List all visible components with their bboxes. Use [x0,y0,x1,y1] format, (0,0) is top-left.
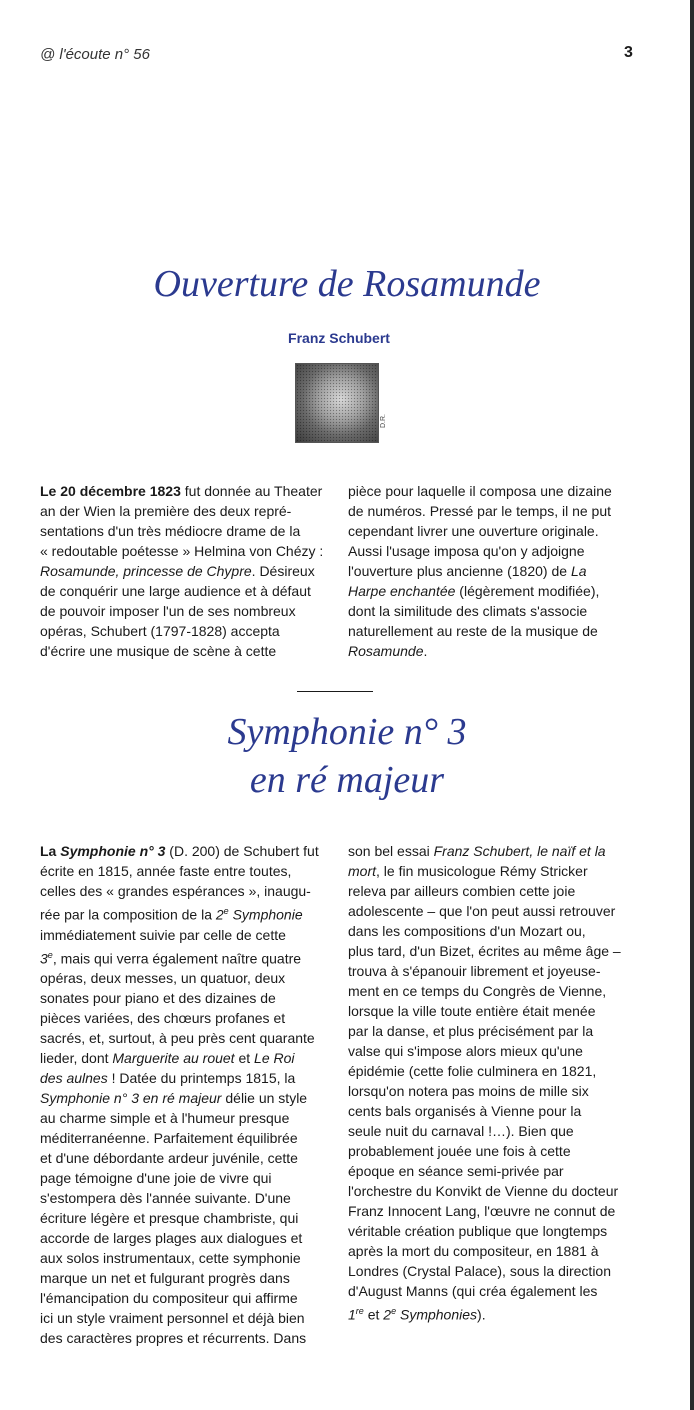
text-run: pièce pour laquelle il composa une dizaine [348,483,612,499]
text-run: l'ouverture plus ancienne (1820) de [348,563,571,579]
symphonie-text-column-2 [348,841,638,1325]
text-line [348,1101,638,1121]
text-run: Symphonie [228,906,303,923]
text-run: aux solos instrumentaux, cette symphonie [40,1250,301,1267]
photo-credit: D.R. [380,414,387,428]
text-run: . [423,643,428,659]
text-run: de conquérir une large audience et à défaut [40,583,311,599]
text-line [348,901,638,921]
text-run: ment en ce temps du Congrès de Vienne, [348,983,607,999]
text-run: adolescente – que l'on peut aussi retrouver [348,903,616,919]
page-edge [690,0,694,1410]
text-line [348,1061,638,1081]
text-run: . Désireux [251,563,315,579]
text-run: Le 20 décembre 1823 [40,483,181,499]
text-line [348,1301,638,1325]
text-line [40,541,330,561]
text-run: 2 [215,906,224,923]
section-title-rosamunde: Ouverture de Rosamunde [153,263,541,305]
text-run: l'émancipation du compositeur qui affirme [40,1290,298,1307]
text-run: sentations d'un très médiocre drame de la [40,523,301,539]
text-run: fut donnée au Theater [180,483,323,499]
text-line [40,1108,330,1128]
text-run: 1 [348,1306,356,1323]
text-line [40,1028,330,1048]
text-run: an der Wien la première des deux repré- [40,503,292,519]
text-line [348,541,638,561]
text-line [40,561,330,581]
text-run: Le Roi [254,1050,295,1067]
text-line [40,481,330,501]
text-run: celles des « grandes espérances », inaugu- [40,883,311,899]
text-run: l'orchestre du Konvikt de Vienne du docteur [348,1183,619,1199]
text-run: ! Datée du printemps 1815, la [107,1070,296,1087]
text-run: d'écrire une musique de scène à cette [40,643,277,659]
text-run: e [223,906,229,916]
text-run: , le fin musicologue Rémy Stricker [376,863,588,879]
text-run: dont la similitude des climats s'associe [348,603,588,619]
text-line [40,968,330,988]
section-title-symphonie [0,708,694,804]
text-line [40,881,330,901]
text-line [348,1181,638,1201]
text-run: lorsque la ville toute entière était menée [348,1003,596,1019]
text-run: et d'une débordante ardeur juvénile, cette [40,1150,298,1167]
text-run: Marguerite au rouet [112,1050,235,1067]
text-run: (D. 200) de Schubert fut [165,843,319,859]
text-line [348,941,638,961]
text-run: « redoutable poétesse » Helmina von Chézy : [40,543,324,559]
text-line [40,1208,330,1228]
text-line [40,601,330,621]
text-run: (légèrement modifiée), [455,583,600,599]
section-divider [297,691,373,692]
text-line [348,501,638,521]
text-run: au charme simple et à l'humeur presque [40,1110,290,1127]
text-run: pièces variées, des chœurs profanes et [40,1010,286,1027]
text-line [348,1201,638,1221]
text-run: des aulnes [40,1070,108,1087]
text-line [348,981,638,1001]
text-line [40,1168,330,1188]
text-run: Aussi l'usage imposa qu'on y adjoigne [348,543,585,559]
text-run: e [391,1306,397,1316]
text-run: Symphonie n° 3 [60,843,166,859]
text-line [40,1288,330,1308]
symphonie-title-line-2: en ré majeur [249,759,445,801]
text-run: par la danse, et plus précisément par la [348,1023,594,1039]
text-line [348,601,638,621]
text-line [40,1048,330,1068]
text-run: méditerranéenne. Parfaitement équilibrée [40,1130,298,1147]
text-run: naturellement au reste de la musique de [348,623,598,639]
text-line [40,581,330,601]
composer-portrait [295,363,379,443]
text-line [348,1161,638,1181]
text-run: valse qui s'impose alors mieux qu'une [348,1043,583,1059]
text-line [40,925,330,945]
rosamunde-text-column-1 [40,481,330,661]
text-run: des caractères propres et récurrents. Dans [40,1330,307,1347]
text-line [348,841,638,861]
text-run: releva par ailleurs combien cette joie [348,883,576,899]
text-run: épidémie (cette folie culminera en 1821, [348,1063,597,1079]
text-line [348,1001,638,1021]
text-line [348,521,638,541]
text-run: cependant livrer une ouverture originale. [348,523,599,539]
text-run: Franz Schubert, le naïf et la [433,843,606,859]
text-run: écriture légère et presque chambriste, qui [40,1210,299,1227]
text-run: époque en séance semi-privée par [348,1163,564,1179]
issue-header: @ l'écoute n° 56 [40,46,150,63]
rosamunde-text-column-2 [348,481,638,661]
text-run: véritable création publique que longtemps [348,1223,608,1239]
text-line [40,945,330,969]
text-line [348,1141,638,1161]
text-line [40,1328,330,1348]
text-run: de pouvoir imposer l'un de ses nombreux [40,603,296,619]
text-run: Londres (Crystal Palace), sous la direction [348,1263,612,1279]
text-run: Franz Innocent Lang, l'œuvre ne connut de [348,1203,616,1219]
text-run: opéras, deux messes, un quatuor, deux [40,970,286,987]
text-run: opéras, Schubert (1797-1828) accepta [40,623,280,639]
text-line [40,1128,330,1148]
text-line [40,641,330,661]
text-run: La [40,843,61,859]
text-run: et [234,1050,255,1067]
text-line [40,841,330,861]
text-run: sonates pour piano et des dizaines de [40,990,276,1007]
text-line [40,901,330,925]
text-run: re [355,1306,364,1316]
text-run: accorde de larges plages aux dialogues et [40,1230,303,1247]
text-run: cents bals organisés à Vienne pour la [348,1103,582,1119]
text-line [40,1068,330,1088]
text-line [348,1241,638,1261]
text-line [348,581,638,601]
text-line [40,1228,330,1248]
text-line [348,1081,638,1101]
text-run: seule nuit du carnaval !…). Bien que [348,1123,574,1139]
text-line [40,1248,330,1268]
text-line [348,621,638,641]
text-line [348,561,638,581]
text-run: dans les compositions d'un Mozart ou, [348,923,586,939]
text-run: rée par la composition de la [40,906,216,923]
text-line [348,861,638,881]
text-run: délie un style [221,1090,308,1107]
text-run: sacrés, et, surtout, à peu près cent quarante [40,1030,315,1047]
text-run: plus tard, d'un Bizet, écrites au même âge – [348,943,621,959]
text-line [40,861,330,881]
text-run: 3 [40,950,48,967]
text-line [40,1008,330,1028]
text-line [40,988,330,1008]
symphonie-title-line-1: Symphonie n° 3 [227,711,467,753]
text-line [348,1041,638,1061]
text-line [40,1268,330,1288]
text-line [40,521,330,541]
text-run: Rosamunde, princesse de Chypre [40,563,252,579]
symphonie-text-column-1 [40,841,330,1348]
text-run: ici un style vraiment personnel et déjà bien [40,1310,305,1327]
page-number: 3 [624,44,633,61]
text-run: immédiatement suivie par celle de cette [40,926,286,943]
text-line [40,1148,330,1168]
text-run: et [363,1306,384,1323]
text-run: trouva à s'épanouir librement et joyeuse- [348,963,601,979]
text-line [348,881,638,901]
text-run: Symphonie n° 3 en ré majeur [40,1090,222,1107]
text-run: Symphonies [396,1306,478,1323]
text-run: s'estompera dès l'année suivante. D'une [40,1190,291,1207]
text-line [40,501,330,521]
text-run: après la mort du compositeur, en 1881 à [348,1243,599,1259]
text-line [348,481,638,501]
text-run: La [570,563,587,579]
text-line [348,921,638,941]
text-run: lorsqu'on notera pas moins de mille six [348,1083,589,1099]
text-line [348,1121,638,1141]
text-line [40,1188,330,1208]
text-run: d'August Manns (qui créa également les [348,1283,598,1299]
text-run: marque un net et fulgurant progrès dans [40,1270,290,1287]
text-run: son bel essai [348,843,434,859]
text-line [40,1308,330,1328]
text-line [40,621,330,641]
text-run: Harpe enchantée [348,583,456,599]
text-run: 2 [383,1306,392,1323]
text-run: Rosamunde [348,643,424,659]
text-run: page témoigne d'une joie de vivre qui [40,1170,272,1187]
text-line [348,961,638,981]
text-run: ). [477,1306,486,1323]
text-run: mort [348,863,376,879]
text-line [348,641,638,661]
text-line [348,1281,638,1301]
author-name: Franz Schubert [288,330,390,346]
text-run: , mais qui verra également naître quatre [52,950,302,967]
text-run: lieder, dont [40,1050,113,1067]
text-line [348,1021,638,1041]
text-line [348,1261,638,1281]
text-run: écrite en 1815, année faste entre toutes, [40,863,292,879]
text-run: de numéros. Pressé par le temps, il ne put [348,503,612,519]
text-line [40,1088,330,1108]
text-line [348,1221,638,1241]
text-run: e [47,949,53,960]
text-run: probablement jouée une fois à cette [348,1143,571,1159]
